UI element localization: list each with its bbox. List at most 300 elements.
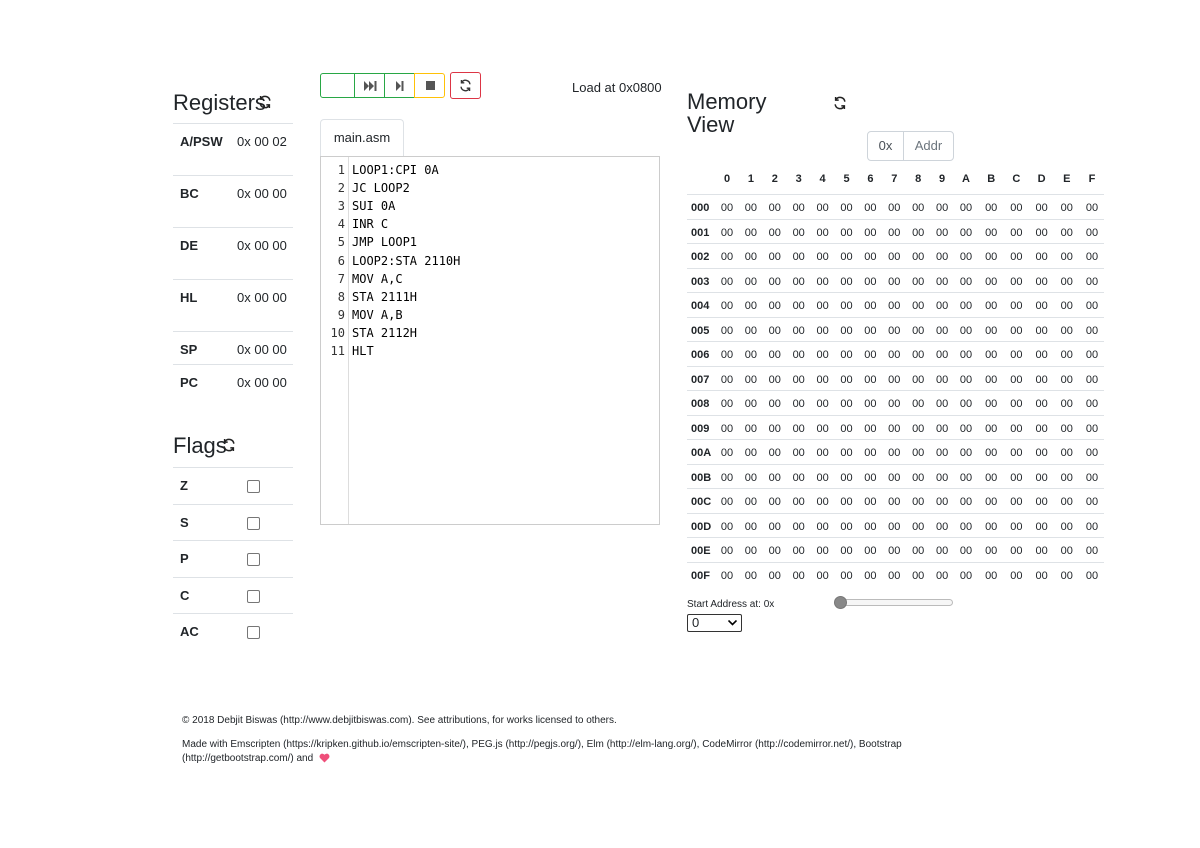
memory-cell[interactable]: 00	[1035, 202, 1048, 214]
memory-cell[interactable]: 00	[1035, 324, 1048, 337]
memory-cell[interactable]: 00	[1060, 422, 1073, 435]
stop-icon	[426, 81, 435, 90]
memory-cell[interactable]: 00	[959, 496, 973, 508]
memory-cell[interactable]: 00	[1060, 349, 1073, 361]
memory-cell[interactable]: 00	[959, 520, 973, 533]
memory-cell[interactable]: 00	[1060, 300, 1073, 312]
memory-cell[interactable]: 00	[840, 373, 853, 386]
memory-row-address: 006	[691, 349, 710, 361]
register-value: 0x 00 00	[237, 342, 287, 357]
memory-cell[interactable]: 00	[816, 251, 829, 263]
memory-cell[interactable]: 00	[768, 349, 781, 361]
memory-cell[interactable]: 00	[768, 226, 781, 239]
memory-column-header: 4	[819, 173, 826, 185]
memory-cell[interactable]: 00	[959, 324, 973, 337]
memory-cell[interactable]: 00	[912, 226, 925, 239]
memory-cell[interactable]: 00	[888, 275, 901, 288]
memory-cell[interactable]: 00	[720, 496, 734, 508]
memory-cell[interactable]: 00	[935, 471, 949, 484]
memory-cell[interactable]: 00	[985, 275, 998, 288]
line-number: 5	[337, 235, 345, 250]
memory-cell[interactable]: 00	[935, 422, 949, 435]
memory-cell[interactable]: 00	[985, 569, 998, 582]
copyright-text: © 2018 Debjit Biswas (http://www.debjitbiswas.com). See attributions, for works licensed to others.	[182, 715, 617, 726]
memory-cell[interactable]: 00	[912, 300, 925, 312]
memory-row-address: 000	[691, 202, 710, 214]
memory-cell[interactable]: 00	[1060, 202, 1073, 214]
memory-cell[interactable]: 00	[985, 202, 998, 214]
memory-cell[interactable]: 00	[888, 251, 901, 263]
memory-cell[interactable]: 00	[935, 324, 949, 337]
memory-cell[interactable]: 00	[744, 349, 758, 361]
memory-cell[interactable]: 00	[912, 398, 925, 410]
memory-cell[interactable]: 00	[816, 545, 829, 557]
memory-cell[interactable]: 00	[1035, 520, 1048, 533]
start-address-select[interactable]: 0	[687, 614, 742, 632]
memory-cell[interactable]: 00	[912, 422, 925, 435]
memory-row-address: 008	[691, 398, 710, 410]
memory-cell[interactable]: 00	[744, 275, 758, 288]
memory-cell[interactable]: 00	[1035, 545, 1048, 557]
memory-cell[interactable]: 00	[744, 545, 758, 557]
memory-cell[interactable]: 00	[1010, 520, 1023, 533]
memory-cell[interactable]: 00	[744, 520, 758, 533]
memory-cell[interactable]: 00	[1085, 520, 1099, 533]
memory-cell[interactable]: 00	[864, 251, 877, 263]
memory-cell[interactable]: 00	[912, 545, 925, 557]
memory-cell[interactable]: 00	[912, 251, 925, 263]
memory-cell[interactable]: 00	[935, 202, 949, 214]
memory-cell[interactable]: 00	[1085, 569, 1099, 582]
memory-cell[interactable]: 00	[864, 349, 877, 361]
line-number: 9	[337, 307, 345, 322]
memory-cell[interactable]: 00	[864, 422, 877, 435]
memory-cell[interactable]: 00	[959, 545, 973, 557]
memory-cell[interactable]: 00	[792, 569, 805, 582]
memory-cell[interactable]: 00	[792, 349, 805, 361]
memory-cell[interactable]: 00	[720, 349, 734, 361]
memory-cell[interactable]: 00	[768, 251, 781, 263]
memory-cell[interactable]: 00	[959, 447, 973, 459]
memory-cell[interactable]: 00	[720, 275, 734, 288]
memory-cell[interactable]: 00	[985, 447, 998, 459]
memory-cell[interactable]: 00	[1085, 349, 1099, 361]
memory-column-header: 8	[915, 173, 922, 185]
memory-cell[interactable]: 00	[912, 324, 925, 337]
memory-cell[interactable]: 00	[720, 398, 734, 410]
code-editor[interactable]	[320, 156, 660, 525]
load-address-label: Load at 0x0800	[572, 80, 662, 95]
memory-cell[interactable]: 00	[840, 226, 853, 239]
memory-cell[interactable]: 00	[888, 520, 901, 533]
memory-refresh-icon[interactable]	[833, 96, 847, 115]
flag-checkbox[interactable]	[247, 517, 260, 530]
memory-cell[interactable]: 00	[768, 471, 781, 484]
memory-cell[interactable]: 00	[1010, 324, 1023, 337]
memory-cell[interactable]: 00	[1035, 569, 1048, 582]
memory-cell[interactable]: 00	[1060, 275, 1073, 288]
memory-cell[interactable]: 00	[792, 447, 805, 459]
memory-cell[interactable]: 00	[959, 300, 973, 312]
memory-cell[interactable]: 00	[864, 496, 877, 508]
memory-cell[interactable]: 00	[744, 226, 758, 239]
memory-cell[interactable]: 00	[935, 447, 949, 459]
memory-cell[interactable]: 00	[1010, 447, 1023, 459]
memory-row-address: 00E	[691, 545, 711, 557]
memory-cell[interactable]: 00	[912, 496, 925, 508]
memory-cell[interactable]: 00	[864, 471, 877, 484]
memory-cell[interactable]: 00	[1085, 373, 1099, 386]
memory-cell[interactable]: 00	[985, 349, 998, 361]
memory-cell[interactable]: 00	[816, 520, 829, 533]
memory-cell[interactable]: 00	[720, 447, 734, 459]
memory-cell[interactable]: 00	[768, 373, 781, 386]
memory-cell[interactable]: 00	[888, 447, 901, 459]
memory-cell[interactable]: 00	[768, 300, 781, 312]
memory-cell[interactable]: 00	[959, 202, 973, 214]
memory-cell[interactable]: 00	[1010, 275, 1023, 288]
memory-cell[interactable]: 00	[888, 422, 901, 435]
memory-cell[interactable]: 00	[1085, 471, 1099, 484]
memory-cell[interactable]: 00	[985, 300, 998, 312]
memory-cell[interactable]: 00	[1010, 471, 1023, 484]
memory-cell[interactable]: 00	[1035, 251, 1048, 263]
memory-cell[interactable]: 00	[888, 373, 901, 386]
flag-checkbox[interactable]	[247, 590, 260, 603]
flag-checkbox[interactable]	[247, 626, 260, 639]
memory-cell[interactable]: 00	[840, 569, 853, 582]
memory-cell[interactable]: 00	[1085, 300, 1099, 312]
memory-cell[interactable]: 00	[912, 447, 925, 459]
memory-cell[interactable]: 00	[816, 300, 829, 312]
memory-cell[interactable]: 00	[744, 202, 758, 214]
memory-cell[interactable]: 00	[816, 398, 829, 410]
memory-cell[interactable]: 00	[888, 300, 901, 312]
memory-cell[interactable]: 00	[840, 251, 853, 263]
memory-cell[interactable]: 00	[1060, 569, 1073, 582]
memory-cell[interactable]: 00	[935, 349, 949, 361]
memory-cell[interactable]: 00	[888, 545, 901, 557]
memory-cell[interactable]: 00	[888, 569, 901, 582]
memory-cell[interactable]: 00	[840, 202, 853, 214]
memory-cell[interactable]: 00	[1035, 300, 1048, 312]
memory-cell[interactable]: 00	[888, 398, 901, 410]
memory-cell[interactable]: 00	[1085, 275, 1099, 288]
memory-cell[interactable]: 00	[816, 447, 829, 459]
memory-cell[interactable]: 00	[935, 398, 949, 410]
memory-cell[interactable]: 00	[720, 226, 734, 239]
memory-cell[interactable]: 00	[816, 202, 829, 214]
memory-cell[interactable]: 00	[1010, 569, 1023, 582]
memory-cell[interactable]: 00	[1010, 545, 1023, 557]
memory-cell[interactable]: 00	[744, 324, 758, 337]
stop-button[interactable]	[414, 73, 445, 98]
line-number: 1	[337, 163, 345, 177]
memory-cell[interactable]: 00	[1010, 300, 1023, 312]
memory-cell[interactable]: 00	[792, 275, 805, 288]
memory-cell[interactable]: 00	[864, 520, 877, 533]
memory-cell[interactable]: 00	[1085, 447, 1099, 459]
memory-row-divider	[687, 390, 1104, 391]
memory-cell[interactable]: 00	[720, 569, 734, 582]
memory-cell[interactable]: 00	[792, 251, 805, 263]
memory-cell[interactable]: 00	[959, 398, 973, 410]
memory-cell[interactable]: 00	[720, 202, 734, 214]
memory-cell[interactable]: 00	[1060, 447, 1073, 459]
memory-cell[interactable]: 00	[1085, 324, 1099, 337]
memory-row-divider	[687, 537, 1104, 538]
memory-cell[interactable]: 00	[768, 275, 781, 288]
memory-cell[interactable]: 00	[1010, 202, 1023, 214]
memory-cell[interactable]: 00	[840, 447, 853, 459]
memory-cell[interactable]: 00	[985, 324, 998, 337]
memory-cell[interactable]: 00	[1060, 545, 1073, 557]
memory-cell[interactable]: 00	[935, 520, 949, 533]
memory-cell[interactable]: 00	[1085, 496, 1099, 508]
memory-cell[interactable]: 00	[744, 496, 758, 508]
memory-cell[interactable]: 00	[720, 471, 734, 484]
memory-cell[interactable]: 00	[959, 373, 973, 386]
memory-cell[interactable]: 00	[744, 373, 758, 386]
memory-cell[interactable]: 00	[1060, 496, 1073, 508]
memory-cell[interactable]: 00	[959, 349, 973, 361]
memory-cell[interactable]: 00	[840, 324, 853, 337]
memory-cell[interactable]: 00	[1060, 324, 1073, 337]
memory-cell[interactable]: 00	[1085, 422, 1099, 435]
memory-cell[interactable]: 00	[720, 520, 734, 533]
memory-cell[interactable]: 00	[720, 373, 734, 386]
memory-cell[interactable]: 00	[1035, 447, 1048, 459]
memory-cell[interactable]: 00	[816, 373, 829, 386]
registers-title: Registers	[173, 90, 266, 115]
memory-cell[interactable]: 00	[720, 422, 734, 435]
memory-cell[interactable]: 00	[1035, 398, 1048, 410]
memory-cell[interactable]: 00	[864, 373, 877, 386]
memory-cell[interactable]: 00	[840, 520, 853, 533]
memory-cell[interactable]: 00	[985, 545, 998, 557]
memory-cell[interactable]: 00	[888, 324, 901, 337]
memory-cell[interactable]: 00	[792, 422, 805, 435]
made-with-text: Made with Emscripten (https://kripken.github.io/emscripten-site/), PEG.js (http://pegjs.org/), Elm (http://elm-lang.org/), CodeMirror (http://codemirror.net/), Bootstrap	[182, 739, 902, 750]
memory-column-header: 2	[771, 173, 778, 185]
memory-cell[interactable]: 00	[816, 275, 829, 288]
memory-cell[interactable]: 00	[1010, 349, 1023, 361]
memory-cell[interactable]: 00	[985, 471, 998, 484]
memory-cell[interactable]: 00	[912, 373, 925, 386]
memory-cell[interactable]: 00	[1060, 398, 1073, 410]
tab-main-asm[interactable]: main.asm	[320, 119, 404, 157]
memory-cell[interactable]: 00	[840, 300, 853, 312]
memory-cell[interactable]: 00	[864, 398, 877, 410]
memory-cell[interactable]: 00	[1010, 398, 1023, 410]
memory-cell[interactable]: 00	[1085, 398, 1099, 410]
start-address-slider[interactable]	[836, 599, 953, 606]
memory-cell[interactable]: 00	[816, 226, 829, 239]
memory-cell[interactable]: 00	[912, 520, 925, 533]
memory-cell[interactable]: 00	[935, 300, 949, 312]
memory-cell[interactable]: 00	[912, 471, 925, 484]
memory-cell[interactable]: 00	[959, 422, 973, 435]
memory-cell[interactable]: 00	[792, 520, 805, 533]
memory-cell[interactable]: 00	[744, 422, 758, 435]
code-line: HLT	[352, 344, 374, 358]
memory-cell[interactable]: 00	[985, 520, 998, 533]
memory-cell[interactable]: 00	[1035, 349, 1048, 361]
memory-cell[interactable]: 00	[768, 202, 781, 214]
memory-cell[interactable]: 00	[985, 398, 998, 410]
register-name: HL	[180, 290, 198, 305]
memory-cell[interactable]: 00	[840, 496, 853, 508]
memory-cell[interactable]: 00	[768, 422, 781, 435]
memory-cell[interactable]: 00	[768, 447, 781, 459]
memory-cell[interactable]: 00	[935, 226, 949, 239]
memory-cell[interactable]: 00	[744, 569, 758, 582]
memory-cell[interactable]: 00	[1010, 496, 1023, 508]
flag-checkbox[interactable]	[247, 553, 260, 566]
memory-cell[interactable]: 00	[768, 496, 781, 508]
memory-cell[interactable]: 00	[816, 324, 829, 337]
memory-cell[interactable]: 00	[959, 251, 973, 263]
flag-checkbox[interactable]	[247, 480, 260, 493]
memory-cell[interactable]: 00	[864, 300, 877, 312]
memory-cell[interactable]: 00	[816, 496, 829, 508]
memory-cell[interactable]: 00	[935, 496, 949, 508]
run-button[interactable]	[320, 73, 355, 98]
memory-cell[interactable]: 00	[1085, 251, 1099, 263]
memory-cell[interactable]: 00	[720, 251, 734, 263]
memory-cell[interactable]: 00	[816, 569, 829, 582]
address-input[interactable]: Addr	[903, 131, 954, 161]
memory-cell[interactable]: 00	[840, 471, 853, 484]
memory-cell[interactable]: 00	[985, 226, 998, 239]
memory-cell[interactable]: 00	[864, 324, 877, 337]
memory-cell[interactable]: 00	[912, 202, 925, 214]
memory-cell[interactable]: 00	[768, 398, 781, 410]
memory-cell[interactable]: 00	[744, 300, 758, 312]
memory-cell[interactable]: 00	[792, 300, 805, 312]
memory-cell[interactable]: 00	[792, 324, 805, 337]
memory-cell[interactable]: 00	[1060, 226, 1073, 239]
memory-cell[interactable]: 00	[985, 251, 998, 263]
memory-cell[interactable]: 00	[840, 275, 853, 288]
memory-cell[interactable]: 00	[1035, 373, 1048, 386]
memory-cell[interactable]: 00	[888, 349, 901, 361]
memory-cell[interactable]: 00	[935, 275, 949, 288]
memory-cell[interactable]: 00	[1085, 545, 1099, 557]
memory-cell[interactable]: 00	[744, 447, 758, 459]
reset-button[interactable]	[450, 72, 481, 99]
memory-cell[interactable]: 00	[985, 422, 998, 435]
memory-cell[interactable]: 00	[840, 422, 853, 435]
memory-cell[interactable]: 00	[1085, 226, 1099, 239]
line-number: 3	[337, 199, 345, 214]
memory-cell[interactable]: 00	[768, 545, 781, 557]
memory-cell[interactable]: 00	[816, 422, 829, 435]
memory-cell[interactable]: 00	[912, 275, 925, 288]
code-line: JMP LOOP1	[352, 235, 418, 250]
memory-cell[interactable]: 00	[840, 545, 853, 557]
memory-cell[interactable]: 00	[912, 569, 925, 582]
memory-cell[interactable]: 00	[1085, 202, 1099, 214]
memory-cell[interactable]: 00	[888, 226, 901, 239]
step-button[interactable]	[384, 73, 415, 98]
memory-cell[interactable]: 00	[1060, 251, 1073, 263]
slider-thumb[interactable]	[834, 596, 847, 609]
memory-cell[interactable]: 00	[935, 251, 949, 263]
flag-name: P	[180, 551, 189, 566]
memory-cell[interactable]: 00	[985, 496, 998, 508]
memory-cell[interactable]: 00	[864, 447, 877, 459]
memory-cell[interactable]: 00	[720, 300, 734, 312]
memory-cell[interactable]: 00	[720, 545, 734, 557]
memory-cell[interactable]: 00	[959, 569, 973, 582]
memory-cell[interactable]: 00	[935, 373, 949, 386]
memory-cell[interactable]: 00	[959, 471, 973, 484]
memory-cell[interactable]: 00	[985, 373, 998, 386]
memory-cell[interactable]: 00	[744, 251, 758, 263]
memory-cell[interactable]: 00	[1035, 496, 1048, 508]
memory-cell[interactable]: 00	[1060, 520, 1073, 533]
memory-cell[interactable]: 00	[768, 324, 781, 337]
memory-cell[interactable]: 00	[1010, 226, 1023, 239]
memory-row-address: 00A	[691, 447, 712, 459]
memory-cell[interactable]: 00	[744, 398, 758, 410]
memory-cell[interactable]: 00	[768, 569, 781, 582]
memory-cell[interactable]: 00	[935, 545, 949, 557]
memory-cell[interactable]: 00	[720, 324, 734, 337]
memory-cell[interactable]: 00	[792, 373, 805, 386]
memory-cell[interactable]: 00	[959, 275, 973, 288]
memory-cell[interactable]: 00	[912, 349, 925, 361]
memory-cell[interactable]: 00	[959, 226, 973, 239]
code-line: MOV A,C	[352, 271, 403, 286]
run-to-end-button[interactable]	[354, 73, 385, 98]
memory-row-address: 002	[691, 251, 710, 263]
memory-cell[interactable]: 00	[864, 202, 877, 214]
memory-cell[interactable]: 00	[935, 569, 949, 582]
memory-cell[interactable]: 00	[792, 398, 805, 410]
memory-cell[interactable]: 00	[792, 202, 805, 214]
memory-cell[interactable]: 00	[888, 496, 901, 508]
memory-cell[interactable]: 00	[840, 349, 853, 361]
memory-cell[interactable]: 00	[864, 275, 877, 288]
memory-cell[interactable]: 00	[888, 202, 901, 214]
memory-cell[interactable]: 00	[792, 471, 805, 484]
memory-cell[interactable]: 00	[1035, 471, 1048, 484]
memory-cell[interactable]: 00	[1035, 226, 1048, 239]
memory-cell[interactable]: 00	[1010, 251, 1023, 263]
memory-cell[interactable]: 00	[792, 496, 805, 508]
memory-cell[interactable]: 00	[864, 569, 877, 582]
memory-cell[interactable]: 00	[792, 545, 805, 557]
memory-cell[interactable]: 00	[792, 226, 805, 239]
memory-cell[interactable]: 00	[888, 471, 901, 484]
memory-cell[interactable]: 00	[864, 545, 877, 557]
memory-cell[interactable]: 00	[744, 471, 758, 484]
memory-cell[interactable]: 00	[816, 471, 829, 484]
memory-cell[interactable]: 00	[1010, 373, 1023, 386]
memory-cell[interactable]: 00	[816, 349, 829, 361]
memory-cell[interactable]: 00	[1035, 422, 1048, 435]
memory-cell[interactable]: 00	[1035, 275, 1048, 288]
register-name: A/PSW	[180, 134, 223, 149]
memory-cell[interactable]: 00	[1060, 373, 1073, 386]
memory-cell[interactable]: 00	[1060, 471, 1073, 484]
memory-cell[interactable]: 00	[1010, 422, 1023, 435]
memory-cell[interactable]: 00	[768, 520, 781, 533]
memory-cell[interactable]: 00	[864, 226, 877, 239]
memory-cell[interactable]: 00	[840, 398, 853, 410]
